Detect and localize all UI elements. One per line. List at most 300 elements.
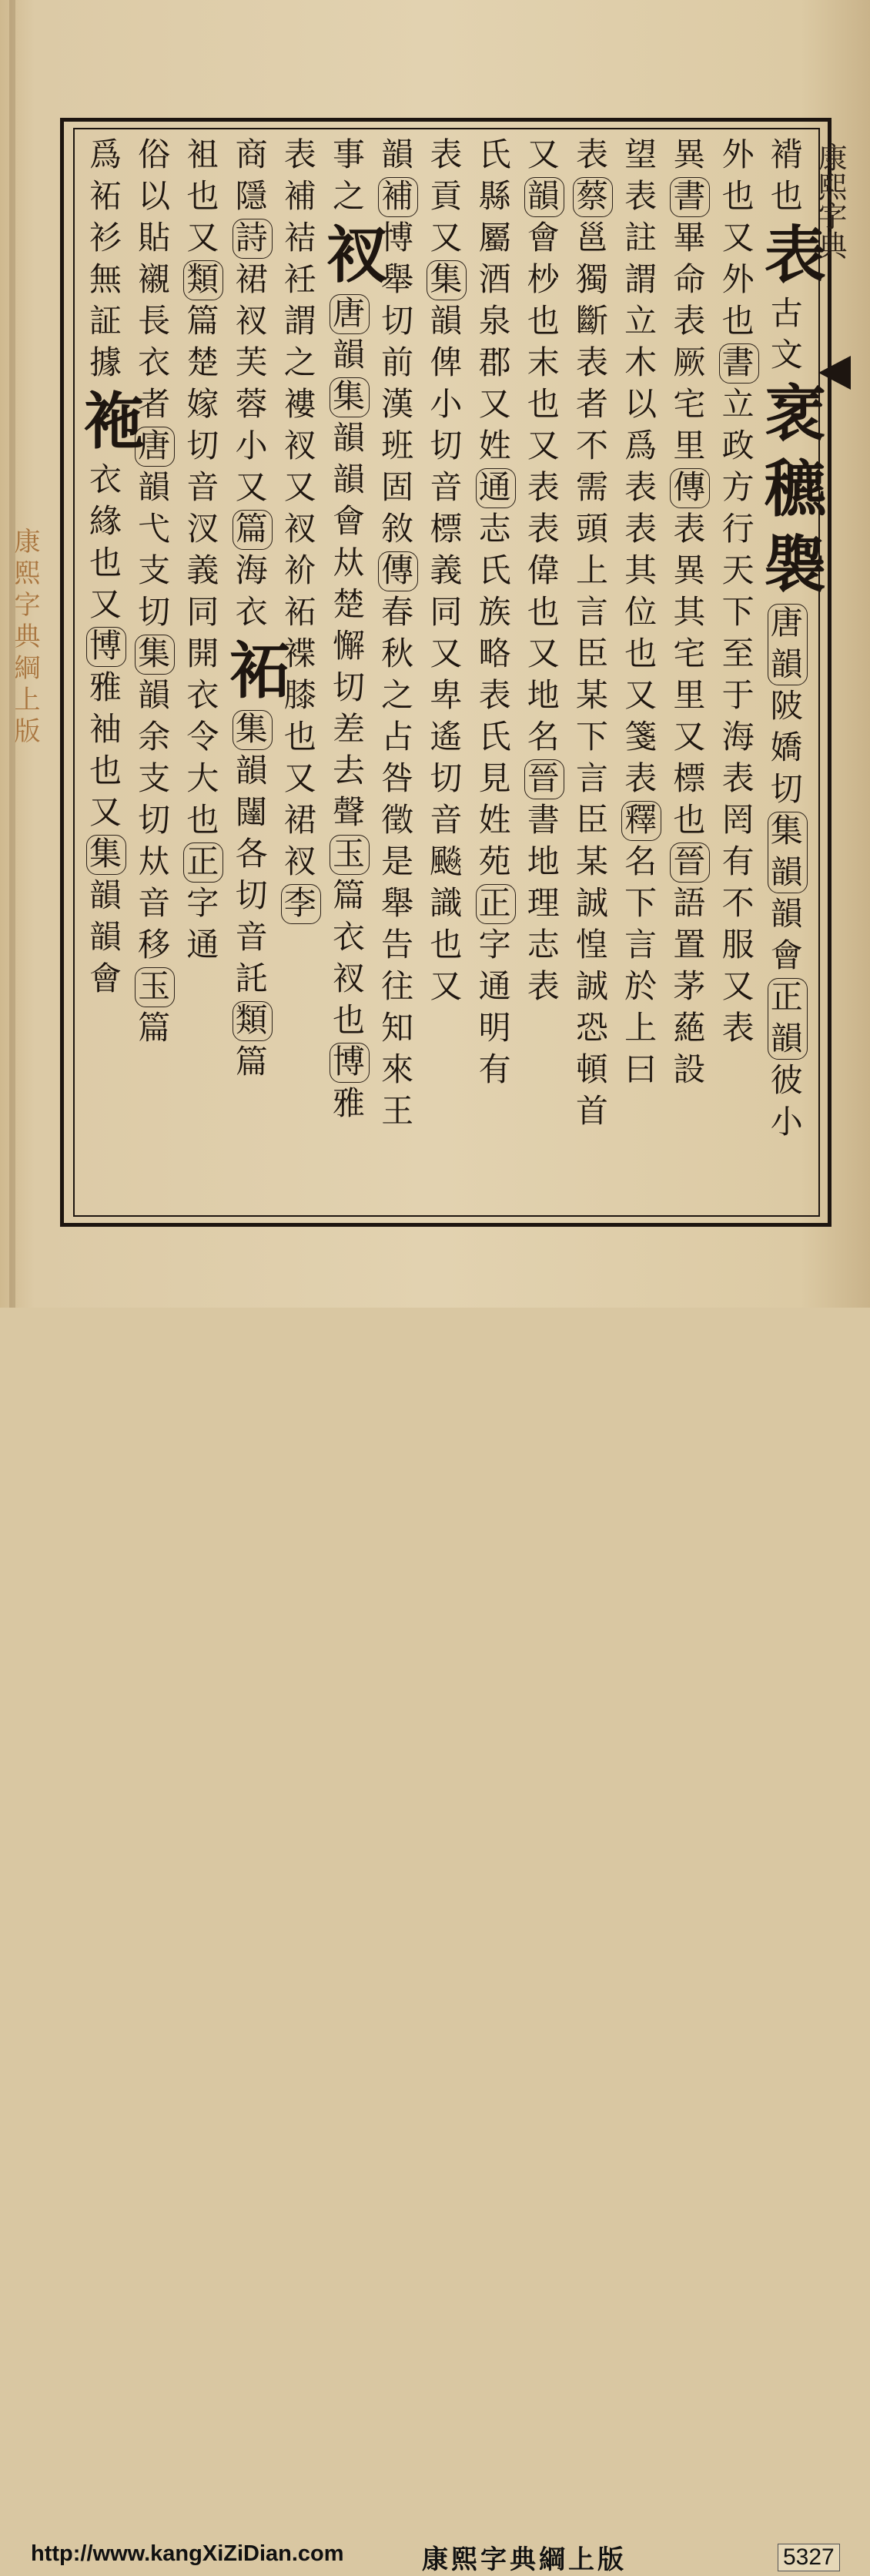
- body-char: 也: [430, 926, 463, 963]
- body-char: 傳: [381, 551, 414, 589]
- body-char: 言: [624, 926, 658, 963]
- body-char: 切: [332, 668, 365, 706]
- body-char: 謂: [624, 260, 658, 298]
- body-char: 俗: [138, 136, 171, 173]
- body-char: 之: [381, 676, 414, 714]
- body-char: 大: [186, 759, 219, 797]
- body-char: 韻: [332, 336, 365, 374]
- body-char: 以: [138, 177, 171, 215]
- body-char: 表: [624, 177, 658, 215]
- body-char: 衩: [283, 510, 316, 548]
- body-char: 罔: [721, 801, 755, 839]
- body-char: 立: [624, 302, 658, 340]
- body-char: 春: [381, 593, 414, 631]
- body-char: 通: [186, 926, 219, 963]
- body-char: 補: [381, 177, 414, 215]
- source-citation-box: [183, 260, 223, 300]
- body-char: 開: [186, 635, 219, 672]
- body-char: 韻: [770, 895, 803, 933]
- body-char: 里: [673, 427, 706, 464]
- source-citation-box: [330, 835, 370, 875]
- body-char: 貢: [430, 177, 463, 215]
- body-char: 漢: [381, 385, 414, 423]
- body-char: 汊: [186, 510, 219, 548]
- body-char: 末: [527, 343, 560, 381]
- source-citation-box: [330, 377, 370, 417]
- body-char: 表: [624, 759, 658, 797]
- headword-char: 穮: [764, 453, 826, 525]
- body-char: 義: [430, 551, 463, 589]
- body-char: 族: [478, 593, 511, 631]
- body-char: 嬌: [770, 729, 803, 766]
- body-char: 韻: [332, 461, 365, 498]
- body-char: 蔡: [575, 177, 608, 215]
- text-column: [326, 131, 388, 1209]
- body-char: 韻: [770, 1020, 803, 1057]
- body-char: 同: [186, 593, 219, 631]
- body-char: 韻: [332, 419, 365, 457]
- body-char: 衸: [283, 551, 316, 589]
- body-char: 篇: [138, 1009, 171, 1047]
- text-column: [570, 131, 614, 1209]
- body-char: 蕝: [673, 1009, 706, 1047]
- body-char: 海: [235, 551, 268, 589]
- body-char: 衩: [332, 960, 365, 997]
- body-char: 各: [235, 835, 268, 873]
- body-char: 屬: [478, 219, 511, 256]
- source-citation-box: [330, 1043, 370, 1083]
- body-char: 韻: [138, 468, 171, 506]
- text-column: [83, 131, 145, 1209]
- text-column: [618, 131, 663, 1209]
- body-char: 韻: [138, 676, 171, 714]
- body-char: 楚: [186, 343, 219, 381]
- body-char: 事: [332, 136, 365, 173]
- body-char: 袥: [283, 593, 316, 631]
- body-char: 切: [186, 427, 219, 464]
- body-char: 位: [624, 593, 658, 631]
- body-char: 切: [138, 801, 171, 839]
- body-char: 固: [381, 468, 414, 506]
- body-char: 縣: [478, 177, 511, 215]
- body-char: 衣: [138, 343, 171, 381]
- source-citation-box: [670, 177, 710, 217]
- source-citation-box: [135, 635, 175, 675]
- body-char: 又: [283, 468, 316, 506]
- body-char: 也: [770, 177, 803, 215]
- body-char: 長: [138, 302, 171, 340]
- body-char: 又: [721, 219, 755, 256]
- body-char: 某: [575, 842, 608, 880]
- body-char: 又: [527, 136, 560, 173]
- body-char: 篇: [332, 876, 365, 914]
- body-char: 切: [770, 770, 803, 808]
- body-char: 氏: [478, 718, 511, 755]
- body-char: 韻: [430, 302, 463, 340]
- body-char: 氏: [478, 551, 511, 589]
- body-char: 韻: [381, 136, 414, 173]
- source-citation-box: [183, 842, 223, 883]
- body-char: 袓: [186, 136, 219, 173]
- body-char: 名: [624, 842, 658, 880]
- body-char: 唐: [138, 427, 171, 464]
- body-char: 識: [430, 884, 463, 922]
- body-char: 望: [624, 136, 658, 173]
- headword-char: 袥: [229, 635, 291, 707]
- body-char: 見: [478, 759, 511, 797]
- source-citation-box: [330, 294, 370, 334]
- body-char: 又: [721, 967, 755, 1005]
- body-char: 畢: [673, 219, 706, 256]
- source-citation-box: [86, 627, 126, 667]
- body-char: 立: [721, 385, 755, 423]
- body-char: 音: [235, 918, 268, 956]
- body-char: 註: [624, 219, 658, 256]
- source-citation-box: [670, 468, 710, 508]
- body-char: 韻: [770, 645, 803, 683]
- body-char: 衽: [283, 260, 316, 298]
- body-char: 表: [575, 343, 608, 381]
- body-char: 懈: [332, 627, 365, 665]
- body-char: 明: [478, 1009, 511, 1047]
- body-char: 表: [283, 136, 316, 173]
- source-citation-box: [476, 468, 516, 508]
- body-char: 行: [721, 510, 755, 548]
- body-char: 通: [478, 468, 511, 506]
- text-column: [229, 131, 291, 1209]
- body-char: 蓉: [235, 385, 268, 423]
- body-char: 表: [624, 510, 658, 548]
- body-char: 緣: [89, 502, 122, 540]
- body-char: 袺: [283, 219, 316, 256]
- body-char: 小: [770, 1103, 803, 1141]
- body-char: 芙: [235, 343, 268, 381]
- body-char: 又: [527, 427, 560, 464]
- body-char: 衣: [89, 461, 122, 498]
- body-char: 表: [527, 468, 560, 506]
- body-char: 恐: [575, 1009, 608, 1047]
- body-char: 衣: [235, 593, 268, 631]
- body-char: 下: [624, 884, 658, 922]
- body-char: 里: [673, 676, 706, 714]
- body-char: 斷: [575, 302, 608, 340]
- body-char: 略: [478, 635, 511, 672]
- margin-title: 康熙字典綱上版: [9, 528, 40, 749]
- page-number: 5327: [778, 2544, 840, 2571]
- body-char: 余: [138, 718, 171, 755]
- body-char: 舉: [381, 260, 414, 298]
- body-char: 名: [527, 718, 560, 755]
- body-char: 也: [283, 718, 316, 755]
- body-char: 又: [235, 468, 268, 506]
- body-char: 集: [332, 377, 365, 415]
- body-char: 有: [721, 842, 755, 880]
- source-citation-box: [233, 510, 273, 550]
- source-citation-box: [476, 884, 516, 924]
- body-char: 標: [430, 510, 463, 548]
- source-citation-box: [670, 842, 710, 883]
- source-citation-box: [427, 260, 467, 300]
- footer-url[interactable]: http://www.kangXiZiDian.com: [31, 2541, 344, 2566]
- body-char: 獨: [575, 260, 608, 298]
- body-char: 會: [527, 219, 560, 256]
- body-char: 來: [381, 1050, 414, 1088]
- body-char: 氏: [478, 136, 511, 173]
- text-column: [521, 131, 566, 1209]
- body-char: 茅: [673, 967, 706, 1005]
- body-char: 也: [527, 302, 560, 340]
- body-char: 頓: [575, 1050, 608, 1088]
- body-char: 襯: [138, 260, 171, 298]
- body-char: 也: [186, 801, 219, 839]
- headword-char: 褜: [764, 528, 826, 601]
- body-char: 下: [721, 593, 755, 631]
- body-char: 通: [478, 967, 511, 1005]
- text-column: [180, 131, 225, 1209]
- body-char: 遙: [430, 718, 463, 755]
- body-char: 也: [527, 593, 560, 631]
- body-char: 表: [721, 1009, 755, 1047]
- body-char: 俾: [430, 343, 463, 381]
- body-char: 篇: [235, 1043, 268, 1080]
- body-char: 至: [721, 635, 755, 672]
- body-char: 膝: [283, 676, 316, 714]
- text-column: [423, 131, 468, 1209]
- body-char: 褸: [283, 385, 316, 423]
- body-char: 又: [283, 759, 316, 797]
- body-char: 正: [770, 978, 803, 1016]
- text-columns: [82, 131, 826, 1209]
- body-char: 服: [721, 926, 755, 963]
- source-citation-box: [233, 710, 273, 750]
- body-char: 之: [332, 177, 365, 215]
- body-char: 厥: [673, 343, 706, 381]
- body-char: 聲: [332, 793, 365, 831]
- body-char: 姓: [478, 801, 511, 839]
- body-char: 其: [624, 551, 658, 589]
- body-char: 褙: [770, 136, 803, 173]
- body-char: 上: [624, 1009, 658, 1047]
- body-char: 王: [381, 1092, 414, 1130]
- body-char: 偉: [527, 551, 560, 589]
- body-char: 標: [673, 759, 706, 797]
- body-char: 音: [138, 884, 171, 922]
- body-char: 卑: [430, 676, 463, 714]
- body-char: 爲: [624, 427, 658, 464]
- body-char: 置: [673, 926, 706, 963]
- source-citation-box: [621, 801, 661, 841]
- body-char: 又: [430, 219, 463, 256]
- body-char: 也: [332, 1001, 365, 1039]
- body-char: 韻: [89, 918, 122, 956]
- body-char: 傳: [673, 468, 706, 506]
- body-char: 隱: [235, 177, 268, 215]
- body-char: 臣: [575, 801, 608, 839]
- body-char: 飈: [430, 842, 463, 880]
- body-char: 晉: [673, 842, 706, 880]
- body-char: 商: [235, 136, 268, 173]
- body-char: 箋: [624, 718, 658, 755]
- source-citation-box: [233, 219, 273, 259]
- body-char: 楚: [332, 585, 365, 623]
- body-char: 爲: [89, 136, 122, 173]
- body-char: 衫: [89, 219, 122, 256]
- body-char: 郡: [478, 343, 511, 381]
- body-char: 博: [381, 219, 414, 256]
- body-char: 夶: [332, 544, 365, 581]
- body-char: 志: [527, 926, 560, 963]
- body-char: 占: [381, 718, 414, 755]
- body-char: 雅: [89, 668, 122, 706]
- body-char: 嫁: [186, 385, 219, 423]
- body-char: 又: [478, 385, 511, 423]
- source-citation-box: [378, 551, 418, 591]
- text-column: [716, 131, 761, 1209]
- body-char: 命: [673, 260, 706, 298]
- source-citation-box: [768, 812, 808, 893]
- text-column: [132, 131, 176, 1209]
- body-char: 又: [89, 793, 122, 831]
- body-char: 誠: [575, 967, 608, 1005]
- body-char: 書: [721, 343, 755, 381]
- body-char: 表: [673, 302, 706, 340]
- body-char: 徵: [381, 801, 414, 839]
- body-char: 者: [575, 385, 608, 423]
- body-char: 又: [673, 718, 706, 755]
- body-char: 以: [624, 385, 658, 423]
- body-char: 也: [89, 544, 122, 581]
- body-char: 表: [575, 136, 608, 173]
- body-char: 袖: [89, 710, 122, 748]
- body-char: 博: [332, 1043, 365, 1080]
- body-char: 差: [332, 710, 365, 748]
- body-char: 晉: [527, 759, 560, 797]
- body-char: 小: [430, 385, 463, 423]
- footer-bar: [0, 1269, 870, 2575]
- body-char: 知: [381, 1009, 414, 1047]
- body-char: 咎: [381, 759, 414, 797]
- body-char: 酒: [478, 260, 511, 298]
- source-citation-box: [233, 1001, 273, 1041]
- body-char: 移: [138, 926, 171, 963]
- body-char: 會: [332, 502, 365, 540]
- body-char: 雅: [332, 1084, 365, 1122]
- body-char: 政: [721, 427, 755, 464]
- body-char: 地: [527, 676, 560, 714]
- body-char: 姓: [478, 427, 511, 464]
- body-char: 下: [575, 718, 608, 755]
- body-char: 表: [478, 676, 511, 714]
- body-char: 音: [430, 801, 463, 839]
- body-char: 字: [478, 926, 511, 963]
- body-char: 袥: [89, 177, 122, 215]
- body-char: 也: [721, 302, 755, 340]
- body-char: 也: [186, 177, 219, 215]
- source-citation-box: [135, 967, 175, 1007]
- body-char: 秋: [381, 635, 414, 672]
- body-char: 彼: [770, 1061, 803, 1099]
- body-char: 敘: [381, 510, 414, 548]
- body-char: 衣: [332, 918, 365, 956]
- body-char: 又: [430, 635, 463, 672]
- body-char: 書: [673, 177, 706, 215]
- body-char: 志: [478, 510, 511, 548]
- body-char: 班: [381, 427, 414, 464]
- text-column: [764, 131, 826, 1209]
- body-char: 集: [235, 710, 268, 748]
- body-char: 李: [283, 884, 316, 922]
- body-char: 曰: [624, 1050, 658, 1088]
- body-char: 理: [527, 884, 560, 922]
- body-char: 天: [721, 551, 755, 589]
- body-char: 証: [89, 302, 122, 340]
- body-char: 會: [89, 960, 122, 997]
- body-char: 舉: [381, 884, 414, 922]
- body-char: 是: [381, 842, 414, 880]
- body-char: 衩: [283, 842, 316, 880]
- source-citation-box: [768, 978, 808, 1060]
- body-char: 韻: [235, 752, 268, 789]
- body-char: 集: [770, 812, 803, 849]
- body-char: 切: [430, 427, 463, 464]
- body-char: 託: [235, 960, 268, 997]
- source-citation-box: [524, 177, 564, 217]
- body-char: 異: [673, 136, 706, 173]
- body-char: 宅: [673, 635, 706, 672]
- body-char: 古: [770, 294, 803, 332]
- body-char: 表: [624, 468, 658, 506]
- body-char: 詩: [235, 219, 268, 256]
- body-char: 無: [89, 260, 122, 298]
- body-char: 唐: [332, 294, 365, 332]
- body-char: 義: [186, 551, 219, 589]
- body-char: 於: [624, 967, 658, 1005]
- body-char: 類: [186, 260, 219, 298]
- body-char: 也: [89, 752, 122, 789]
- body-char: 告: [381, 926, 414, 963]
- source-citation-box: [281, 884, 321, 924]
- text-column: [375, 131, 420, 1209]
- body-char: 裙: [235, 260, 268, 298]
- body-char: 某: [575, 676, 608, 714]
- headword-char: 表: [764, 219, 826, 291]
- body-char: 支: [138, 759, 171, 797]
- body-char: 誠: [575, 884, 608, 922]
- body-char: 木: [624, 343, 658, 381]
- body-char: 表: [527, 967, 560, 1005]
- body-char: 正: [478, 884, 511, 922]
- body-char: 表: [673, 510, 706, 548]
- body-char: 韻: [89, 876, 122, 914]
- body-char: 往: [381, 967, 414, 1005]
- body-char: 杪: [527, 260, 560, 298]
- body-char: 陂: [770, 687, 803, 725]
- body-char: 集: [138, 635, 171, 672]
- body-char: 文: [770, 336, 803, 374]
- source-citation-box: [524, 759, 564, 799]
- text-column: [667, 131, 711, 1209]
- body-char: 衣: [186, 676, 219, 714]
- body-char: 玉: [138, 967, 171, 1005]
- body-char: 也: [673, 801, 706, 839]
- body-char: 于: [721, 676, 755, 714]
- body-char: 者: [138, 385, 171, 423]
- body-char: 集: [430, 260, 463, 298]
- body-char: 言: [575, 759, 608, 797]
- body-char: 海: [721, 718, 755, 755]
- body-char: 切: [138, 593, 171, 631]
- body-char: 篇: [186, 302, 219, 340]
